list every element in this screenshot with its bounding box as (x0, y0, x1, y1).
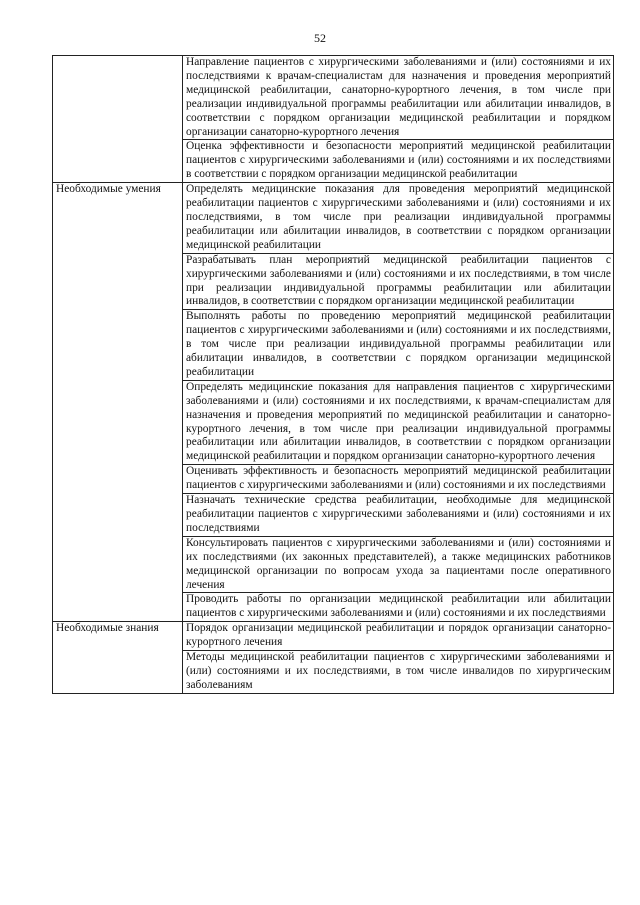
section-label-empty (53, 56, 183, 183)
skill-cell: Назначать технические средства реабилитации, необходимые для медицинской реабилитации пациентов с хирургическими заболеваниями и (или) состояниями и их последствиями (183, 494, 614, 537)
knowledge-cell: Порядок организации медицинской реабилитации и порядок организации санаторно-курортного лечения (183, 622, 614, 651)
competency-table (52, 55, 614, 694)
table-row (53, 622, 614, 651)
skill-cell: Оценивать эффективность и безопасность мероприятий медицинской реабилитации пациентов с хирургическими заболеваниями и (или) состояниями и их последствиями (183, 465, 614, 494)
skill-cell: Определять медицинские показания для направления пациентов с хирургическими заболеваниями и (или) состояниями и их последствиями, к врачам-специалистам для назначения и проведения мероприятий по медицинской реабилитации и санаторно-курортного лечения, в том числе при реализации индивидуальной программы реабилитации или абилитации инвалидов, в соответствии с порядком организации медицинской реабилитации и порядком организации санаторно-курортного лечения (183, 380, 614, 464)
section-label-knowledge: Необходимые знания (53, 622, 183, 694)
page-number: 52 (314, 31, 326, 45)
skill-cell: Определять медицинские показания для проведения мероприятий медицинской реабилитации пациентов с хирургическими заболеваниями и (или) состояниями и их последствиями, в том числе при реализации индивидуальной программы реабилитации или абилитации инвалидов, в соответствии с порядком организации медицинской реабилитации (183, 183, 614, 254)
section-label-skills: Необходимые умения (53, 183, 183, 622)
knowledge-cell: Методы медицинской реабилитации пациентов с хирургическими заболеваниями и (или) состояниями и их последствиями, в том числе инвалидов по хирургическим заболеваниям (183, 651, 614, 694)
action-cell: Оценка эффективности и безопасности мероприятий медицинской реабилитации пациентов с хирургическими заболеваниями и (или) состояниями и их последствиями в соответствии с порядком организации медицинской реабилитации (183, 140, 614, 183)
skill-cell: Консультировать пациентов с хирургическими заболеваниями и (или) состояниями и их последствиями (их законных представителей), а также медицинских работников медицинской организации по вопросам ухода за пациентами после оперативного лечения (183, 536, 614, 593)
skill-cell: Проводить работы по организации медицинской реабилитации или абилитации пациентов с хирургическими заболеваниями и (или) состояниями и их последствиями (183, 593, 614, 622)
table-row (53, 56, 614, 140)
table-row (53, 183, 614, 254)
action-cell: Направление пациентов с хирургическими заболеваниями и (или) состояниями и их последствиями к врачам-специалистам для назначения и проведения мероприятий медицинской реабилитации, санаторно-курортного лечения, в том числе при реализации индивидуальной программы реабилитации или абилитации инвалидов, в соответствии с порядком организации медицинской реабилитации и порядком организации санаторно-курортного лечения (183, 56, 614, 140)
skill-cell: Выполнять работы по проведению мероприятий медицинской реабилитации пациентов с хирургическими заболеваниями и (или) состояниями и их последствиями, в том числе при реализации индивидуальной программы реабилитации или абилитации инвалидов, в соответствии с порядком организации медицинской реабилитации (183, 310, 614, 381)
skill-cell: Разрабатывать план мероприятий медицинской реабилитации пациентов с хирургическими заболеваниями и (или) состояниями и их последствиями, в том числе при реализации индивидуальной программы реабилитации или абилитации инвалидов, в соответствии с порядком организации медицинской реабилитации (183, 253, 614, 310)
